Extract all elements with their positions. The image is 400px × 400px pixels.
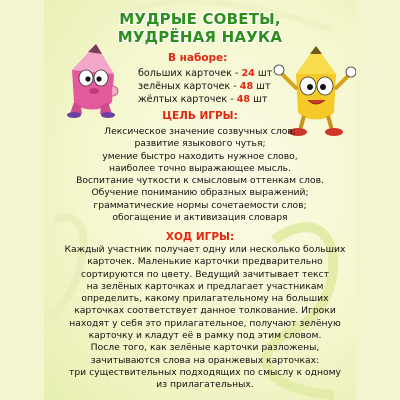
goal-line: грамматические нормы сочетаемости слов; <box>93 199 307 211</box>
kit-list <box>138 67 272 106</box>
kit-row-unit: шт <box>253 81 271 92</box>
title-line-2: МУДРЁНАЯ НАУКА <box>117 28 283 46</box>
goal-list <box>52 126 348 224</box>
kit-heading: В наборе: <box>168 52 228 64</box>
play-line: из прилагательных. <box>156 379 254 391</box>
play-heading: ХОД ИГРЫ: <box>165 231 235 243</box>
kit-row-count: 48 <box>239 81 254 92</box>
play-line: сортируются по цвету. Ведущий зачитывает текст <box>81 268 329 280</box>
kit-row-unit: шт <box>250 94 268 105</box>
play-line: определить, какому прилагательному на больших <box>81 293 329 305</box>
play-line: Каждый участник получает одну или несколько больших <box>64 244 346 255</box>
pink-pencil-character <box>54 40 134 118</box>
goal-line: развитие языкового чутья; <box>134 138 266 150</box>
instruction-card <box>44 0 356 400</box>
kit-row-label: больших карточек - <box>138 68 242 79</box>
play-line: находят у себя это прилагательное, получают зелёную <box>69 317 341 329</box>
play-line: на зелёных карточках и предлагает участникам <box>86 280 324 292</box>
kit-row-unit: шт <box>254 68 273 79</box>
title-line-1: МУДРЫЕ СОВЕТЫ, <box>119 10 281 28</box>
play-line: карточку и кладут её в рамку под этим словом. <box>88 330 322 342</box>
play-line: карточек. Маленькие карточки предварительно <box>87 256 323 268</box>
kit-row <box>138 93 272 106</box>
play-line: После того, как зелёные карточки разложены, <box>90 342 320 354</box>
kit-row <box>138 80 272 93</box>
goal-line: Обучение пониманию образных выражений; <box>91 187 309 199</box>
kit-row-count: 24 <box>241 68 255 79</box>
goal-line: наиболее точно выражающее мысль. <box>108 162 292 174</box>
goal-line: обогащение и активизация словаря <box>112 212 288 224</box>
goal-line: умение быстро находить нужное слово, <box>102 150 298 162</box>
play-line: зачитываются слова на оранжевых карточках: <box>90 354 320 366</box>
kit-row <box>138 67 272 80</box>
goal-line: Воспитание чуткости к смысловым оттенкам слов. <box>76 175 324 187</box>
goal-line: Лексическое значение созвучных слов; <box>104 126 296 137</box>
kit-row-label: жёлтых карточек - <box>138 94 237 105</box>
kit-row-count: 48 <box>236 94 251 105</box>
play-line: карточках соответствует данное толкование. Игроки <box>74 305 336 317</box>
kit-row-label: зелёных карточек - <box>138 81 240 92</box>
play-text <box>60 244 350 392</box>
goal-heading: ЦЕЛЬ ИГРЫ: <box>162 110 238 122</box>
play-line: три существительных подходящих по смыслу к одному <box>69 366 341 378</box>
yellow-pencil-character <box>272 44 356 136</box>
